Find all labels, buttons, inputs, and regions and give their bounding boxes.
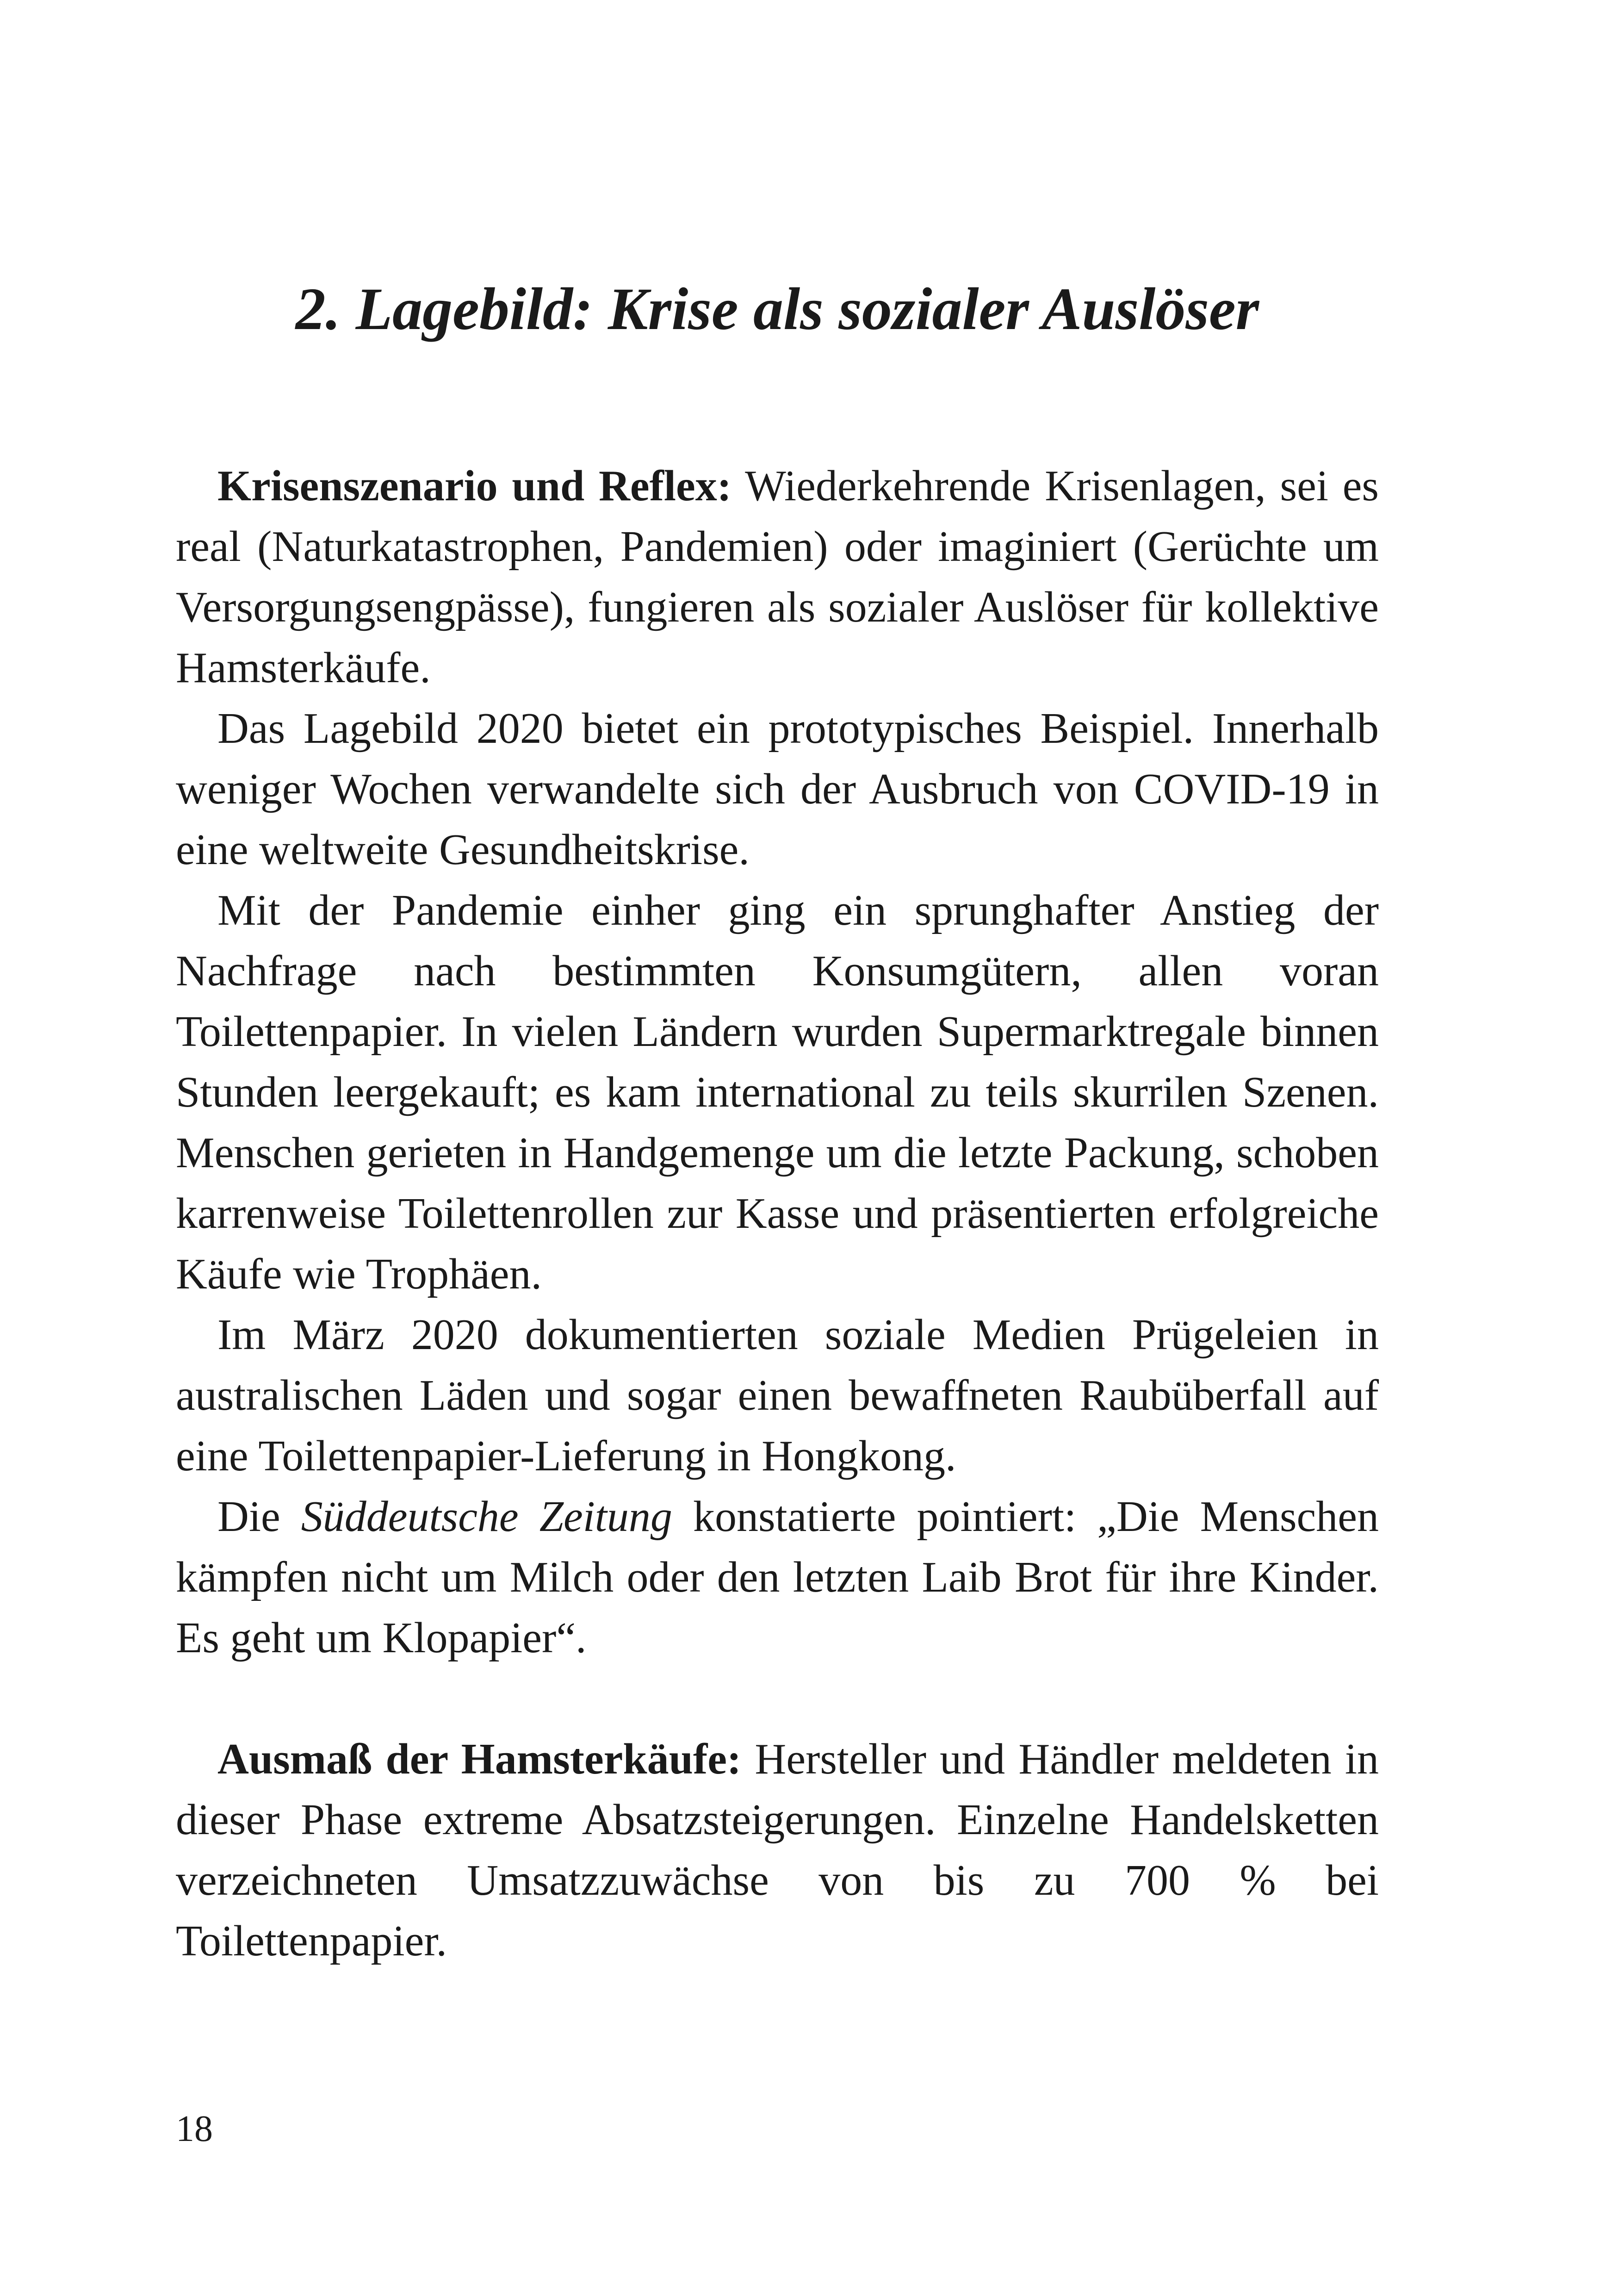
paragraph-text: Wiederkehrende Krisenlagen, sei es real (Naturkatastrophen, Pandemien) oder imaginiert (Gerüchte um Versorgungsengpässe), fungieren als sozialer Auslöser für kollektive Hamsterkäufe. bbox=[176, 462, 1379, 692]
paragraph-ausmass bbox=[176, 1729, 1379, 1972]
paragraph-pandemie: Mit der Pandemie einher ging ein sprunghafter Anstieg der Nachfrage nach bestimmten Konsumgütern, allen voran Toilettenpapier. In vielen Ländern wurden Supermarktregale binnen Stunden leergekauft; es kam international zu teils skurrilen Szenen. Menschen gerieten in Handgemenge um die letzte Packung, schoben karrenweise Toilettenrollen zur Kasse und präsentierten erfolgreiche Käufe wie Trophäen. bbox=[176, 886, 1379, 1298]
paragraph-lagebild: Das Lagebild 2020 bietet ein prototypisches Beispiel. Innerhalb weniger Wochen verwandelte sich der Ausbruch von COVID-19 in eine weltweite Gesundheitskrise. bbox=[176, 704, 1379, 874]
page-number: 18 bbox=[176, 2109, 213, 2149]
paragraph-sueddeutsche bbox=[176, 1487, 1379, 1668]
chapter-title: 2. Lagebild: Krise als sozialer Auslöser bbox=[295, 276, 1259, 342]
newspaper-name: Süddeutsche Zeitung bbox=[301, 1493, 672, 1541]
lead-krisenszenario: Krisenszenario und Reflex: bbox=[217, 462, 732, 510]
paragraph-maerz: Im März 2020 dokumentierten soziale Medien Prügeleien in australischen Läden und sogar einen bewaffneten Raubüberfall auf eine Toilettenpapier-Lieferung in Hongkong. bbox=[176, 1311, 1379, 1480]
quote-before: Die bbox=[217, 1493, 301, 1541]
lead-ausmass: Ausmaß der Hamsterkäufe: bbox=[217, 1735, 742, 1783]
paragraph-krisenszenario bbox=[176, 456, 1379, 698]
body-text bbox=[176, 456, 1379, 1972]
paragraph-text: Hersteller und Händler meldeten in dieser Phase extreme Absatzsteigerungen. Einzelne Handelsketten verzeichneten Umsatzzuwächse von bis zu 700 % bei Toilettenpapier. bbox=[176, 1735, 1379, 1965]
quote-after: konstatierte pointiert: „Die Menschen kämpfen nicht um Milch oder den letzten Laib Brot für ihre Kinder. Es geht um Klopapier“. bbox=[176, 1493, 1379, 1662]
